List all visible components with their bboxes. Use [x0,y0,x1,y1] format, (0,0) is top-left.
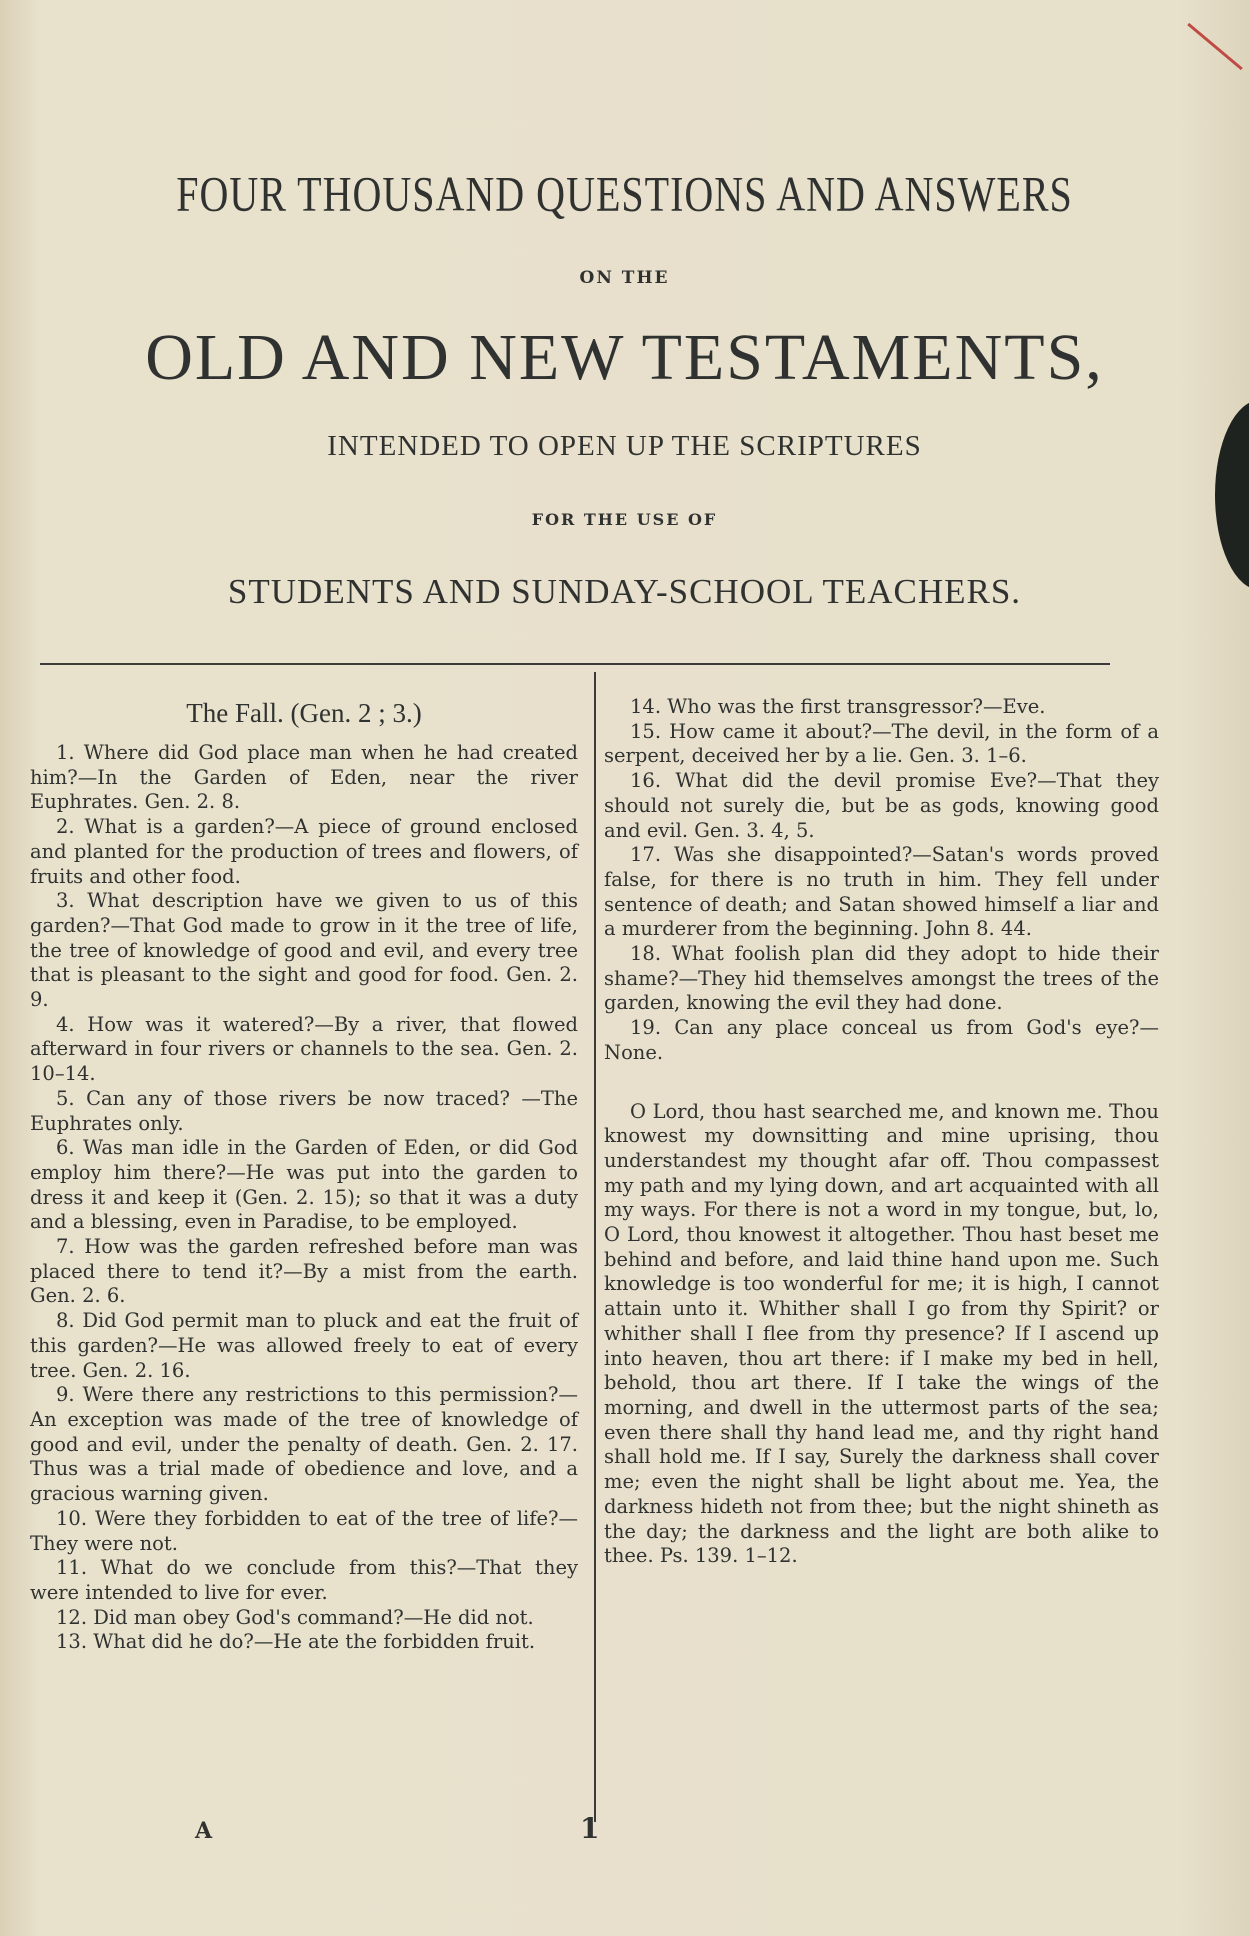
question-item: 8. Did God permit man to pluck and eat the fruit of this garden?—He was allowed freely to eat of every tree. Gen. 2. 16. [30,1309,578,1382]
question-item: 13. What did he do?—He ate the forbidden fruit. [56,1630,536,1654]
section-heading: The Fall. (Gen. 2 ; 3.) [186,698,422,728]
signature-mark: A [195,1818,213,1844]
question-item: 17. Was she disappointed?—Satan's words proved false, for there is no truth in him. They fell under sentence of death; and Satan showed himself a liar and a murderer from the beginning. John 8. 44. [604,843,1159,941]
audience-title: STUDENTS AND SUNDAY-SCHOOL TEACHERS. [227,572,1022,611]
question-item: 19. Can any place conceal us from God's eye?—None. [604,1016,1159,1064]
question-item: 12. Did man obey God's command?—He did not. [56,1605,534,1629]
question-item: 15. How came it about?—The devil, in the form of a serpent, deceived her by a lie. Gen. 3. 1–6. [604,719,1159,768]
question-item: 18. What foolish plan did they adopt to hide their shame?—They hid themselves amongst the trees of the garden, knowing the evil they had done. [604,942,1159,1015]
book-title: FOUR THOUSAND QUESTIONS AND ANSWERS [176,165,1073,222]
question-item: 16. What did the devil promise Eve?—That they should not surely die, but be as gods, knowing good and evil. Gen. 3. 4, 5. [604,769,1159,842]
question-item: 5. Can any of those rivers be now traced? —The Euphrates only. [30,1086,578,1135]
question-item: 6. Was man idle in the Garden of Eden, or did God employ him there?—He was put into the garden to dress it and keep it (Gen. 2. 15); so that it was a duty and a blessing, even in Paradise, to be employed. [30,1136,578,1234]
main-title: OLD AND NEW TESTAMENTS, [145,321,1104,394]
question-item: 7. How was the garden refreshed before man was placed there to tend it?—By a mist from the earth. Gen. 2. 6. [30,1235,578,1308]
question-item: 3. What description have we given to us of this garden?—That God made to grow in it the tree of life, the tree of knowledge of good and evil, and every tree that is pleasant to the sight and good for food. Gen. 2. 9. [30,889,578,1012]
question-item: 4. How was it watered?—By a river, that flowed afterward in four rivers or channels to the sea. Gen. 2. 10–14. [30,1012,578,1086]
column-divider [594,672,596,1822]
page-number: 1 [580,1812,600,1845]
on-the-label: ON THE [579,268,670,288]
left-question-list [30,741,578,1655]
right-question-list [604,695,1159,1066]
for-use-label: FOR THE USE OF [531,510,718,529]
psalm-passage: O Lord, thou hast searched me, and known me. Thou knowest my downsitting and mine uprising, thou understandest my thought afar off. Thou compassest my path and my lying down, and art acquainted with all my ways. For there is not a word in my tongue, but, lo, O Lord, thou knowest it altogether. Thou hast beset me behind and before, and laid thine hand upon me. Such knowledge is too wonderful for me; it is high, I cannot attain unto it. Whither shall I go from thy Spirit? or whither shall I flee from thy presence? If I ascend up into heaven, thou art there: if I make my bed in hell, behold, thou art there. If I take the wings of the morning, and dwell in the uttermost parts of the sea; even there shall thy hand lead me, and thy right hand shall hold me. If I say, Surely the darkness shall cover me; even the night shall be light about me. Yea, the darkness hideth not from thee; but the night shineth as the day; the darkness and the light are both alike to thee. Ps. 139. 1–12. [604,1099,1159,1568]
right-column [604,695,1159,1569]
question-item: 11. What do we conclude from this?—That they were intended to live for ever. [30,1556,578,1604]
question-item: 2. What is a garden?—A piece of ground enclosed and planted for the production of trees and flowers, of fruits and other food. [30,815,578,888]
question-item: 14. Who was the first transgressor?—Eve. [630,695,1046,718]
question-item: 1. Where did God place man when he had created him?—In the Garden of Eden, near the river Euphrates. Gen. 2. 8. [30,741,578,814]
left-column [30,695,578,1655]
question-item: 10. Were they forbidden to eat of the tree of life?—They were not. [30,1506,578,1555]
header-rule [40,663,1110,665]
question-item: 9. Were there any restrictions to this permission?—An exception was made of the tree of knowledge of good and evil, under the penalty of death. Gen. 2. 17. Thus was a trial made of obedience and love, and a gracious warning given. [30,1383,578,1506]
subtitle: INTENDED TO OPEN UP THE SCRIPTURES [327,430,922,462]
